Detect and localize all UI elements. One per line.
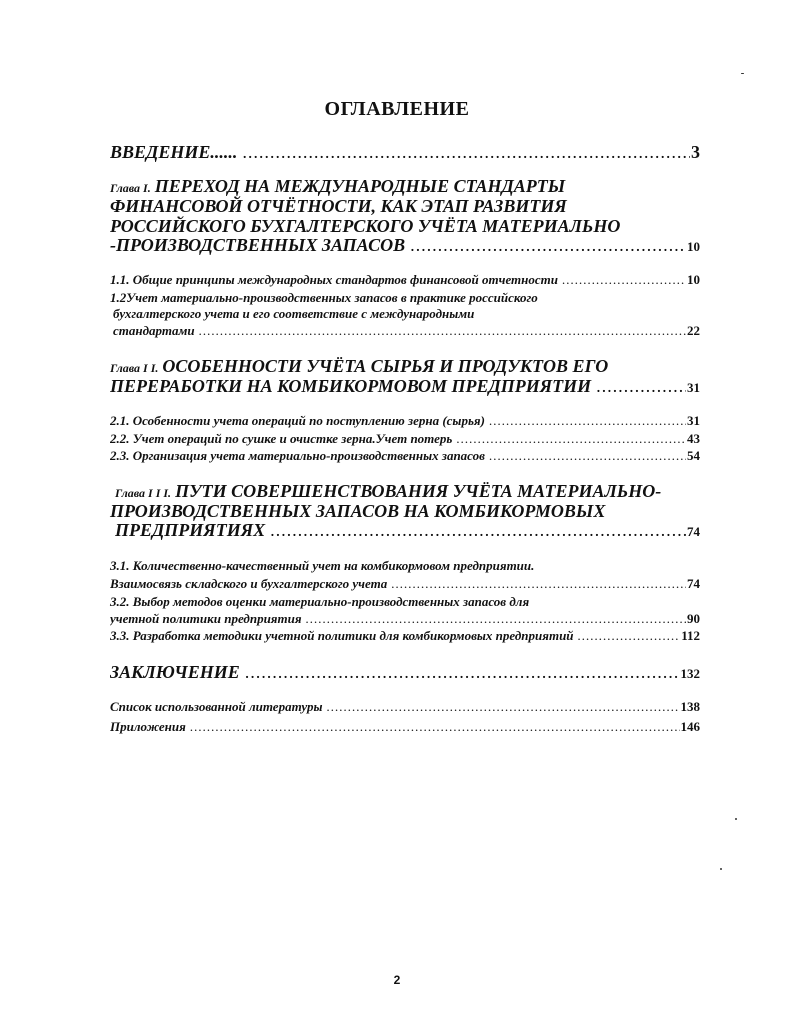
scan-speck (735, 818, 737, 820)
toc-entry-2-1 (110, 413, 700, 429)
chapter1-heading-line4: -ПРОИЗВОДСТВЕННЫХ ЗАПАСОВ ..... (110, 235, 686, 256)
toc-entry-references (110, 699, 700, 715)
chapter1-heading-line2: ФИНАНСОВОЙ ОТЧЁТНОСТИ, КАК ЭТАП РАЗВИТИЯ (110, 196, 567, 216)
toc-entry-label: 3.3. Разработка методики учетной политики для комбикормовых предприятий ..... (110, 628, 680, 644)
toc-entry-3-1-line1: 3.1. Количественно-качественный учет на комбикормовом предприятии. (110, 558, 535, 573)
toc-entry-3-2 (110, 611, 700, 627)
chapter2-prefix: Глава I I. (110, 361, 159, 375)
toc-entry-3-2-line1: 3.2. Выбор методов оценки материально-производственных запасов для (110, 594, 530, 609)
toc-entry-2-2 (110, 431, 700, 447)
page-number: 2 (393, 973, 401, 987)
toc-entry-page: 10 (687, 239, 700, 254)
toc-entry-page: 146 (680, 719, 700, 734)
toc-entry-label: Взаимосвязь складского и бухгалтерского учета ..... (110, 576, 686, 592)
chapter2-heading-line2: ПЕРЕРАБОТКИ НА КОМБИКОРМОВОМ ПРЕДПРИЯТИИ ..... (110, 376, 686, 397)
toc-entry-label: учетной политики предприятия ..... (110, 611, 686, 627)
toc-entry-page: 3 (691, 142, 700, 162)
toc-entry-2-3 (110, 448, 700, 464)
chapter3-heading-line3: ПРЕДПРИЯТИЯХ ..... (115, 520, 686, 541)
toc-entry-label: стандартами ..... (113, 323, 686, 339)
toc-entry-label: ВВЕДЕНИЕ...... ..... (110, 142, 690, 163)
toc-entry-conclusion (110, 662, 700, 683)
toc-entry-label: Приложения ..... (110, 719, 680, 735)
chapter1-heading-line3: РОССИЙСКОГО БУХГАЛТЕРСКОГО УЧЁТА МАТЕРИАЛЬНО (110, 216, 621, 236)
toc-entry-1-2-line1: 1.2Учет материально-производственных запасов в практике российского (110, 290, 538, 305)
scan-speck (720, 868, 722, 870)
toc-entry-label: 2.1. Особенности учета операций по поступлению зерна (сырья) ..... (110, 413, 686, 429)
toc-entry-page: 90 (687, 611, 700, 626)
chapter1-heading-line1: Глава I. ПЕРЕХОД НА МЕЖДУНАРОДНЫЕ СТАНДАРТЫ (110, 176, 566, 196)
toc-entry-page: 138 (680, 699, 700, 714)
toc-entry-1-1 (110, 272, 700, 288)
toc-entry-appendix (110, 719, 700, 735)
toc-entry-introduction (110, 142, 700, 163)
toc-entry-page: 74 (687, 576, 700, 591)
scan-speck (741, 73, 744, 74)
toc-entry-page: 10 (687, 272, 700, 287)
toc-entry-chapter1 (110, 235, 700, 256)
toc-entry-page: 43 (687, 431, 700, 446)
toc-entry-label: Список использованной литературы ..... (110, 699, 680, 715)
toc-entry-label: 2.2. Учет операций по сушке и очистке зерна.Учет потерь ..... (110, 431, 686, 447)
toc-entry-label: ЗАКЛЮЧЕНИЕ ..... (110, 662, 680, 683)
toc-entry-3-1 (110, 576, 700, 592)
toc-entry-page: 54 (687, 448, 700, 463)
toc-entry-chapter3 (115, 520, 700, 541)
page-title: ОГЛАВЛЕНИЕ (324, 98, 470, 120)
toc-entry-page: 132 (680, 666, 700, 681)
toc-entry-page: 112 (681, 628, 700, 643)
toc-entry-1-2 (113, 323, 700, 339)
chapter3-heading-line1: Глава I I I. ПУТИ СОВЕРШЕНСТВОВАНИЯ УЧЁТА МАТЕРИАЛЬНО- (115, 481, 662, 501)
toc-entry-page: 31 (687, 380, 700, 395)
toc-entry-3-3 (110, 628, 700, 644)
toc-entry-page: 74 (687, 524, 700, 539)
toc-entry-label: 1.1. Общие принципы международных стандартов финансовой отчетности ..... (110, 272, 686, 288)
chapter2-heading-line1: Глава I I. ОСОБЕННОСТИ УЧЁТА СЫРЬЯ И ПРОДУКТОВ ЕГО (110, 356, 609, 376)
toc-entry-label: 2.3. Организация учета материально-производственных запасов ..... (110, 448, 686, 464)
chapter3-prefix: Глава I I I. (115, 486, 172, 500)
toc-entry-chapter2 (110, 376, 700, 397)
toc-entry-1-2-line2: бухгалтерского учета и его соответствие с международными (113, 306, 475, 321)
chapter1-prefix: Глава I. (110, 181, 151, 195)
toc-entry-page: 31 (687, 413, 700, 428)
chapter3-heading-line2: ПРОИЗВОДСТВЕННЫХ ЗАПАСОВ НА КОМБИКОРМОВЫХ (110, 501, 606, 521)
toc-entry-page: 22 (687, 323, 700, 338)
